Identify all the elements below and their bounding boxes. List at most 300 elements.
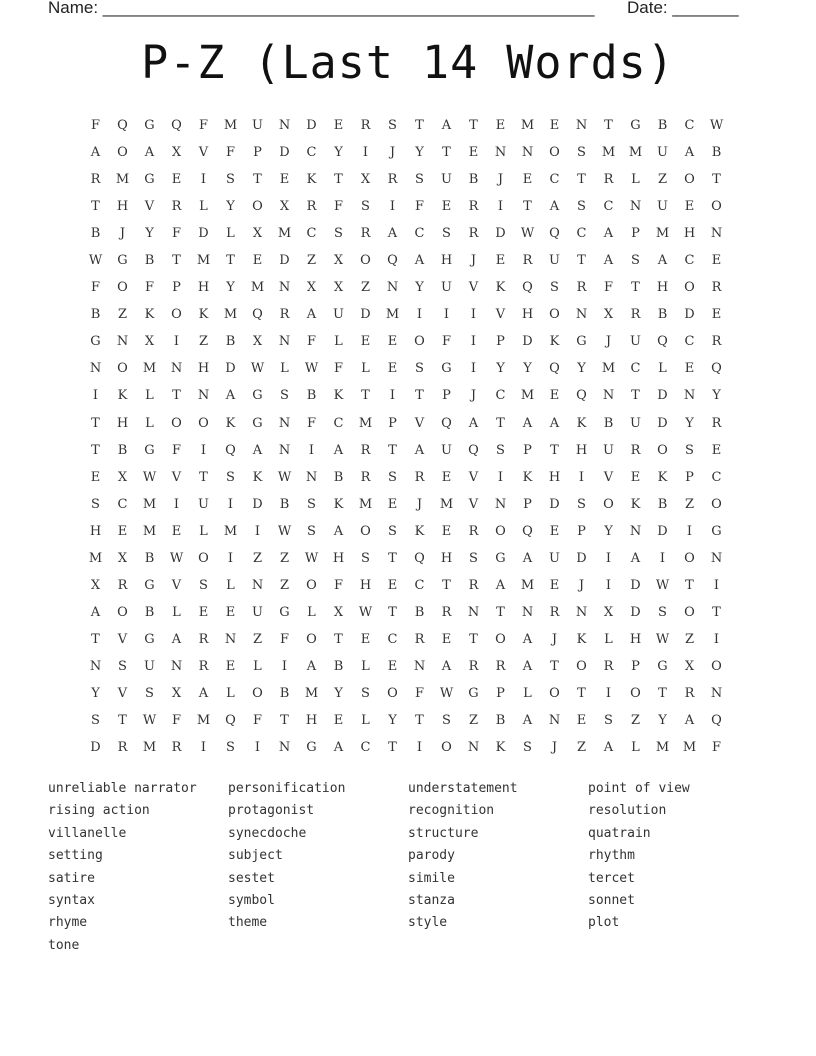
grid-letter[interactable]: E <box>387 658 398 674</box>
grid-letter[interactable]: W <box>655 631 670 647</box>
grid-letter[interactable]: E <box>711 307 722 323</box>
grid-letter[interactable]: G <box>252 415 263 431</box>
grid-letter[interactable]: J <box>416 496 423 512</box>
grid-letter[interactable]: Z <box>576 740 587 756</box>
grid-letter[interactable]: K <box>225 415 236 431</box>
grid-letter[interactable]: U <box>657 145 668 161</box>
grid-letter[interactable]: Y <box>712 388 721 404</box>
grid-letter[interactable]: D <box>495 226 506 242</box>
grid-letter[interactable]: U <box>144 658 155 674</box>
grid-letter[interactable]: U <box>441 442 452 458</box>
grid-letter[interactable]: A <box>522 415 533 431</box>
grid-letter[interactable]: W <box>655 577 670 593</box>
grid-letter[interactable]: R <box>603 172 614 188</box>
grid-letter[interactable]: O <box>495 523 506 539</box>
grid-letter[interactable]: G <box>144 172 155 188</box>
grid-letter[interactable]: H <box>575 442 588 458</box>
grid-letter[interactable]: O <box>711 658 722 674</box>
grid-letter[interactable]: C <box>549 172 560 188</box>
grid-letter[interactable]: S <box>307 496 316 512</box>
grid-letter[interactable]: U <box>333 307 344 323</box>
grid-letter[interactable]: G <box>468 685 479 701</box>
grid-letter[interactable]: E <box>495 253 506 269</box>
grid-letter[interactable]: I <box>254 740 261 756</box>
grid-letter[interactable]: T <box>496 604 505 620</box>
grid-letter[interactable]: J <box>551 631 558 647</box>
grid-letter[interactable]: A <box>441 658 452 674</box>
grid-letter[interactable]: S <box>280 388 289 404</box>
grid-letter[interactable]: T <box>712 604 721 620</box>
grid-letter[interactable]: A <box>198 685 209 701</box>
grid-letter[interactable]: B <box>333 469 344 485</box>
grid-letter[interactable]: K <box>495 280 506 296</box>
grid-letter[interactable]: E <box>441 631 452 647</box>
grid-letter[interactable]: U <box>252 604 263 620</box>
grid-letter[interactable]: X <box>603 307 614 323</box>
grid-letter[interactable]: L <box>172 604 181 620</box>
grid-letter[interactable]: S <box>91 496 100 512</box>
grid-letter[interactable]: Q <box>549 361 560 377</box>
grid-letter[interactable]: R <box>360 442 371 458</box>
grid-letter[interactable]: E <box>441 523 452 539</box>
grid-letter[interactable]: R <box>117 740 128 756</box>
grid-letter[interactable]: S <box>361 685 370 701</box>
grid-letter[interactable]: N <box>278 118 291 133</box>
grid-letter[interactable]: R <box>387 172 398 188</box>
grid-letter[interactable]: M <box>115 172 130 188</box>
grid-letter[interactable]: A <box>549 199 560 215</box>
grid-letter[interactable]: E <box>495 118 506 133</box>
grid-letter[interactable]: B <box>90 307 101 323</box>
grid-letter[interactable]: I <box>308 442 315 458</box>
grid-letter[interactable]: T <box>523 199 532 215</box>
grid-letter[interactable]: T <box>577 685 586 701</box>
grid-letter[interactable]: H <box>305 713 318 729</box>
grid-letter[interactable]: K <box>522 469 533 485</box>
grid-letter[interactable]: Q <box>414 550 425 566</box>
grid-letter[interactable]: C <box>630 361 641 377</box>
grid-letter[interactable]: S <box>523 740 532 756</box>
grid-letter[interactable]: F <box>333 577 344 593</box>
grid-letter[interactable]: W <box>88 253 103 269</box>
grid-letter[interactable]: U <box>549 550 560 566</box>
grid-letter[interactable]: R <box>630 307 641 323</box>
grid-letter[interactable]: O <box>630 685 641 701</box>
grid-letter[interactable]: R <box>495 658 506 674</box>
grid-letter[interactable]: U <box>630 334 641 350</box>
grid-letter[interactable]: M <box>304 685 319 701</box>
grid-letter[interactable]: C <box>387 631 398 647</box>
grid-letter[interactable]: D <box>198 226 209 242</box>
grid-letter[interactable]: Q <box>171 118 182 133</box>
grid-letter[interactable]: U <box>198 496 209 512</box>
grid-letter[interactable]: A <box>90 145 101 161</box>
grid-letter[interactable]: S <box>226 740 235 756</box>
grid-letter[interactable]: F <box>306 334 317 350</box>
grid-letter[interactable]: N <box>386 280 399 296</box>
grid-letter[interactable]: I <box>254 523 261 539</box>
grid-letter[interactable]: E <box>576 713 587 729</box>
grid-letter[interactable]: I <box>200 740 207 756</box>
grid-letter[interactable]: B <box>333 658 344 674</box>
grid-letter[interactable]: Q <box>522 523 533 539</box>
grid-letter[interactable]: B <box>117 442 128 458</box>
grid-letter[interactable]: O <box>198 550 209 566</box>
grid-letter[interactable]: F <box>90 118 101 133</box>
grid-letter[interactable]: E <box>468 145 479 161</box>
grid-letter[interactable]: R <box>171 199 182 215</box>
grid-letter[interactable]: R <box>549 604 560 620</box>
grid-letter[interactable]: X <box>333 280 344 296</box>
grid-letter[interactable]: Z <box>630 713 641 729</box>
grid-letter[interactable]: A <box>495 577 506 593</box>
grid-letter[interactable]: T <box>631 388 640 404</box>
grid-letter[interactable]: I <box>173 334 180 350</box>
grid-letter[interactable]: I <box>443 307 450 323</box>
grid-letter[interactable]: R <box>711 334 722 350</box>
grid-letter[interactable]: Z <box>684 496 695 512</box>
grid-letter[interactable]: M <box>142 361 157 377</box>
grid-letter[interactable]: Y <box>496 361 505 377</box>
grid-letter[interactable]: R <box>414 469 425 485</box>
grid-letter[interactable]: O <box>306 631 317 647</box>
grid-letter[interactable]: N <box>575 604 588 620</box>
grid-letter[interactable]: Q <box>549 226 560 242</box>
grid-letter[interactable]: X <box>306 280 317 296</box>
grid-letter[interactable]: B <box>603 415 614 431</box>
grid-letter[interactable]: O <box>603 496 614 512</box>
grid-letter[interactable]: I <box>578 469 585 485</box>
grid-letter[interactable]: N <box>710 685 723 701</box>
grid-letter[interactable]: M <box>277 226 292 242</box>
grid-letter[interactable]: F <box>441 334 452 350</box>
grid-letter[interactable]: E <box>171 523 182 539</box>
grid-letter[interactable]: K <box>144 307 155 323</box>
grid-letter[interactable]: X <box>171 145 182 161</box>
grid-letter[interactable]: P <box>523 496 532 512</box>
grid-letter[interactable]: T <box>226 253 235 269</box>
grid-letter[interactable]: B <box>144 550 155 566</box>
grid-letter[interactable]: G <box>90 334 101 350</box>
grid-letter[interactable]: K <box>117 388 128 404</box>
grid-letter[interactable]: A <box>603 226 614 242</box>
grid-letter[interactable]: D <box>630 577 641 593</box>
grid-letter[interactable]: Z <box>252 550 263 566</box>
grid-letter[interactable]: N <box>548 713 561 729</box>
grid-letter[interactable]: N <box>710 550 723 566</box>
grid-letter[interactable]: K <box>576 415 587 431</box>
grid-letter[interactable]: W <box>439 685 454 701</box>
grid-letter[interactable]: E <box>171 172 182 188</box>
grid-letter[interactable]: B <box>90 226 101 242</box>
grid-letter[interactable]: H <box>548 469 561 485</box>
grid-letter[interactable]: T <box>253 172 262 188</box>
grid-letter[interactable]: A <box>306 658 317 674</box>
grid-letter[interactable]: N <box>521 145 534 161</box>
grid-letter[interactable]: A <box>468 415 479 431</box>
grid-letter[interactable]: M <box>520 388 535 404</box>
grid-letter[interactable]: M <box>196 713 211 729</box>
grid-letter[interactable]: J <box>551 740 558 756</box>
grid-letter[interactable]: E <box>549 118 560 133</box>
grid-letter[interactable]: S <box>577 496 586 512</box>
grid-letter[interactable]: E <box>333 118 344 133</box>
grid-letter[interactable]: Y <box>334 145 343 161</box>
grid-letter[interactable]: K <box>657 469 668 485</box>
grid-letter[interactable]: Q <box>441 415 452 431</box>
grid-letter[interactable]: G <box>657 658 668 674</box>
grid-letter[interactable]: R <box>684 685 695 701</box>
grid-letter[interactable]: R <box>414 631 425 647</box>
grid-letter[interactable]: R <box>198 658 209 674</box>
grid-letter[interactable]: D <box>657 523 668 539</box>
grid-letter[interactable]: F <box>90 280 101 296</box>
grid-letter[interactable]: T <box>631 280 640 296</box>
grid-letter[interactable]: D <box>630 604 641 620</box>
grid-letter[interactable]: G <box>711 523 722 539</box>
grid-letter[interactable]: V <box>414 415 425 431</box>
grid-letter[interactable]: H <box>440 253 453 269</box>
grid-letter[interactable]: I <box>362 145 369 161</box>
grid-letter[interactable]: S <box>442 226 451 242</box>
grid-letter[interactable]: C <box>117 496 128 512</box>
grid-letter[interactable]: R <box>306 199 317 215</box>
grid-letter[interactable]: K <box>252 469 263 485</box>
grid-letter[interactable]: Q <box>522 280 533 296</box>
grid-letter[interactable]: N <box>170 658 183 674</box>
grid-letter[interactable]: N <box>251 577 264 593</box>
grid-letter[interactable]: S <box>658 604 667 620</box>
grid-letter[interactable]: G <box>144 442 155 458</box>
grid-letter[interactable]: D <box>549 496 560 512</box>
grid-letter[interactable]: O <box>711 199 722 215</box>
grid-letter[interactable]: H <box>197 361 210 377</box>
grid-letter[interactable]: U <box>630 415 641 431</box>
grid-letter[interactable]: Y <box>226 199 235 215</box>
grid-letter[interactable]: T <box>388 442 397 458</box>
grid-letter[interactable]: R <box>279 307 290 323</box>
grid-letter[interactable]: K <box>495 740 506 756</box>
grid-letter[interactable]: E <box>387 577 398 593</box>
grid-letter[interactable]: A <box>657 253 668 269</box>
grid-letter[interactable]: L <box>658 361 667 377</box>
grid-letter[interactable]: D <box>225 361 236 377</box>
grid-letter[interactable]: Z <box>684 631 695 647</box>
grid-letter[interactable]: F <box>306 415 317 431</box>
grid-letter[interactable]: A <box>603 253 614 269</box>
grid-letter[interactable]: S <box>334 226 343 242</box>
grid-letter[interactable]: M <box>358 496 373 512</box>
grid-letter[interactable]: O <box>684 604 695 620</box>
grid-letter[interactable]: T <box>388 740 397 756</box>
grid-letter[interactable]: N <box>521 604 534 620</box>
grid-letter[interactable]: V <box>468 496 479 512</box>
grid-letter[interactable]: P <box>496 334 505 350</box>
grid-letter[interactable]: N <box>413 658 426 674</box>
grid-letter[interactable]: J <box>119 226 126 242</box>
grid-letter[interactable]: V <box>171 469 182 485</box>
grid-letter[interactable]: B <box>468 172 479 188</box>
grid-letter[interactable]: S <box>361 550 370 566</box>
grid-letter[interactable]: R <box>468 523 479 539</box>
grid-letter[interactable]: D <box>657 415 668 431</box>
grid-letter[interactable]: X <box>117 469 128 485</box>
grid-letter[interactable]: M <box>142 496 157 512</box>
grid-letter[interactable]: F <box>711 740 722 756</box>
grid-letter[interactable]: V <box>468 469 479 485</box>
grid-letter[interactable]: N <box>278 415 291 431</box>
grid-letter[interactable]: W <box>304 361 319 377</box>
grid-letter[interactable]: O <box>252 685 263 701</box>
grid-letter[interactable]: V <box>171 577 182 593</box>
grid-letter[interactable]: S <box>388 469 397 485</box>
grid-letter[interactable]: L <box>604 631 613 647</box>
grid-letter[interactable]: S <box>118 658 127 674</box>
grid-letter[interactable]: G <box>144 631 155 647</box>
grid-letter[interactable]: T <box>496 415 505 431</box>
grid-letter[interactable]: F <box>414 685 425 701</box>
grid-letter[interactable]: S <box>415 172 424 188</box>
grid-letter[interactable]: S <box>577 199 586 215</box>
grid-letter[interactable]: A <box>603 740 614 756</box>
grid-letter[interactable]: F <box>603 280 614 296</box>
grid-letter[interactable]: N <box>278 334 291 350</box>
grid-letter[interactable]: M <box>223 307 238 323</box>
grid-letter[interactable]: M <box>655 740 670 756</box>
grid-letter[interactable]: O <box>684 550 695 566</box>
grid-letter[interactable]: A <box>522 550 533 566</box>
grid-letter[interactable]: F <box>279 631 290 647</box>
grid-letter[interactable]: Q <box>468 442 479 458</box>
grid-letter[interactable]: O <box>549 145 560 161</box>
grid-letter[interactable]: T <box>172 388 181 404</box>
grid-letter[interactable]: W <box>169 550 184 566</box>
grid-letter[interactable]: S <box>388 523 397 539</box>
grid-letter[interactable]: Q <box>576 388 587 404</box>
grid-letter[interactable]: X <box>252 334 263 350</box>
grid-letter[interactable]: S <box>631 253 640 269</box>
grid-letter[interactable]: L <box>253 658 262 674</box>
grid-letter[interactable]: T <box>91 415 100 431</box>
grid-letter[interactable]: P <box>253 145 262 161</box>
grid-letter[interactable]: B <box>144 253 155 269</box>
grid-letter[interactable]: X <box>144 334 155 350</box>
grid-letter[interactable]: M <box>385 307 400 323</box>
grid-letter[interactable]: D <box>522 334 533 350</box>
grid-letter[interactable]: B <box>657 118 668 133</box>
grid-letter[interactable]: B <box>144 604 155 620</box>
grid-letter[interactable]: J <box>389 145 396 161</box>
grid-letter[interactable]: Q <box>387 253 398 269</box>
grid-letter[interactable]: Y <box>604 523 613 539</box>
grid-letter[interactable]: R <box>603 658 614 674</box>
grid-letter[interactable]: P <box>523 442 532 458</box>
grid-letter[interactable]: M <box>250 280 265 296</box>
grid-letter[interactable]: Y <box>415 280 424 296</box>
grid-letter[interactable]: I <box>605 577 612 593</box>
grid-letter[interactable]: U <box>603 442 614 458</box>
grid-letter[interactable]: P <box>631 226 640 242</box>
grid-letter[interactable]: I <box>470 307 477 323</box>
grid-letter[interactable]: M <box>628 145 643 161</box>
grid-letter[interactable]: G <box>495 550 506 566</box>
grid-letter[interactable]: S <box>145 685 154 701</box>
grid-letter[interactable]: X <box>90 577 101 593</box>
grid-letter[interactable]: E <box>387 334 398 350</box>
grid-letter[interactable]: H <box>521 307 534 323</box>
grid-letter[interactable]: X <box>171 685 182 701</box>
grid-letter[interactable]: I <box>416 307 423 323</box>
grid-letter[interactable]: J <box>605 334 612 350</box>
grid-letter[interactable]: X <box>684 658 695 674</box>
grid-letter[interactable]: R <box>198 631 209 647</box>
grid-letter[interactable]: L <box>226 685 235 701</box>
grid-letter[interactable]: B <box>495 713 506 729</box>
grid-letter[interactable]: W <box>304 550 319 566</box>
grid-letter[interactable]: N <box>710 226 723 242</box>
grid-letter[interactable]: L <box>199 523 208 539</box>
grid-letter[interactable]: T <box>91 631 100 647</box>
grid-letter[interactable]: D <box>306 118 317 133</box>
grid-letter[interactable]: M <box>142 523 157 539</box>
grid-letter[interactable]: X <box>333 604 344 620</box>
grid-letter[interactable]: H <box>683 226 696 242</box>
grid-letter[interactable]: R <box>360 118 371 133</box>
grid-letter[interactable]: T <box>199 469 208 485</box>
grid-letter[interactable]: J <box>578 577 585 593</box>
grid-letter[interactable]: O <box>549 685 560 701</box>
grid-letter[interactable]: M <box>655 226 670 242</box>
grid-letter[interactable]: Y <box>685 415 694 431</box>
grid-letter[interactable]: N <box>683 388 696 404</box>
grid-letter[interactable]: G <box>441 361 452 377</box>
grid-letter[interactable]: B <box>657 496 668 512</box>
grid-letter[interactable]: T <box>442 145 451 161</box>
grid-letter[interactable]: O <box>549 307 560 323</box>
grid-letter[interactable]: T <box>442 577 451 593</box>
grid-letter[interactable]: A <box>630 550 641 566</box>
grid-letter[interactable]: N <box>629 523 642 539</box>
grid-letter[interactable]: R <box>630 442 641 458</box>
grid-letter[interactable]: O <box>684 172 695 188</box>
grid-letter[interactable]: I <box>389 199 396 215</box>
grid-letter[interactable]: B <box>711 145 722 161</box>
grid-letter[interactable]: E <box>387 361 398 377</box>
grid-letter[interactable]: I <box>605 550 612 566</box>
grid-letter[interactable]: T <box>334 172 343 188</box>
grid-letter[interactable]: N <box>170 361 183 377</box>
grid-letter[interactable]: X <box>279 199 290 215</box>
grid-letter[interactable]: Q <box>225 713 236 729</box>
grid-letter[interactable]: A <box>684 145 695 161</box>
grid-letter[interactable]: D <box>90 740 101 756</box>
grid-letter[interactable]: K <box>333 388 344 404</box>
grid-letter[interactable]: I <box>227 550 234 566</box>
grid-letter[interactable]: D <box>279 253 290 269</box>
grid-letter[interactable]: I <box>713 631 720 647</box>
grid-letter[interactable]: R <box>576 280 587 296</box>
grid-letter[interactable]: M <box>88 550 103 566</box>
grid-letter[interactable]: S <box>91 713 100 729</box>
grid-letter[interactable]: L <box>631 740 640 756</box>
grid-letter[interactable]: W <box>358 604 373 620</box>
grid-letter[interactable]: E <box>549 523 560 539</box>
grid-letter[interactable]: K <box>198 307 209 323</box>
grid-letter[interactable]: M <box>223 118 238 133</box>
grid-letter[interactable]: T <box>415 118 424 133</box>
grid-letter[interactable]: Z <box>657 172 668 188</box>
grid-letter[interactable]: I <box>659 550 666 566</box>
